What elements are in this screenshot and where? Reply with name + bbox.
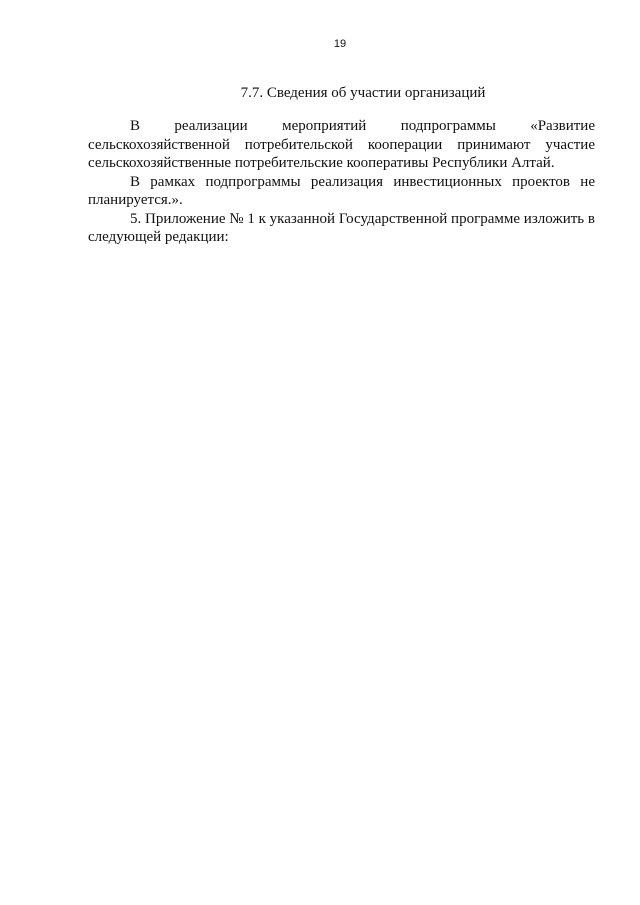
section-title: 7.7. Сведения об участии организаций <box>240 85 486 101</box>
body-text <box>88 117 595 247</box>
paragraph-investment-projects: В рамках подпрограммы реализация инвестиционных проектов не планируется.». <box>88 173 595 208</box>
paragraph-appendix-amendment: 5. Приложение № 1 к указанной Государственной программе изложить в следующей редакции: <box>88 210 595 245</box>
paragraph-participants: В реализации мероприятий подпрограммы «Развитие сельскохозяйственной потребительской кооперации принимают участие сельскохозяйственные потребительские кооперативы Республики Алтай. <box>88 118 595 171</box>
page-number: 19 <box>333 38 347 50</box>
